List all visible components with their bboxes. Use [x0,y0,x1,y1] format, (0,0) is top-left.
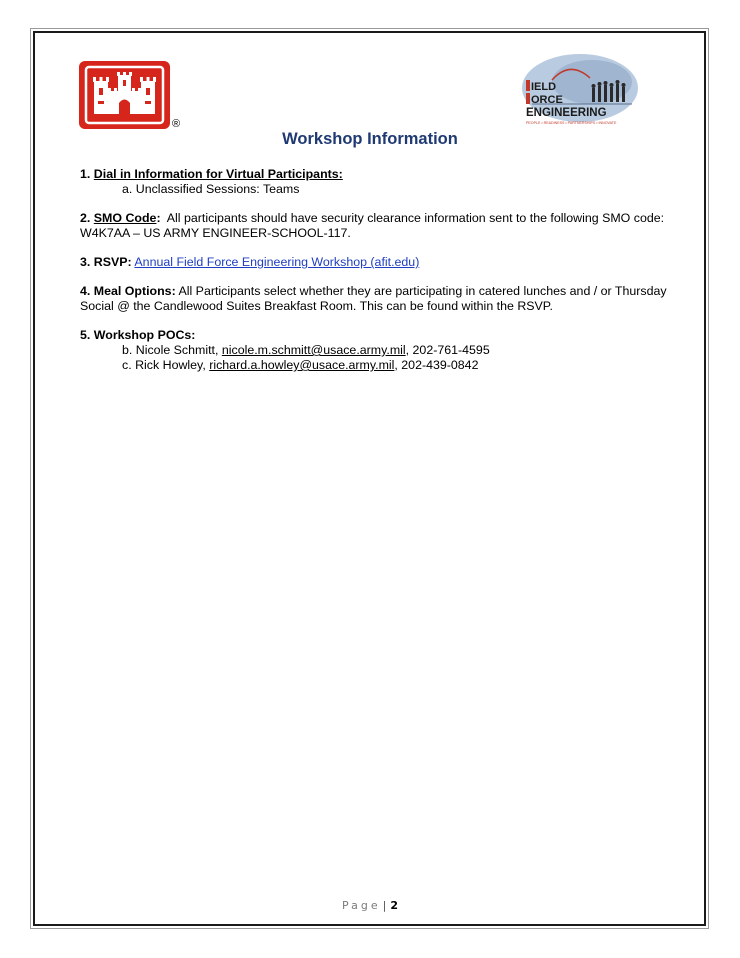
poc-contact [80,343,670,358]
section-meal-options [80,284,670,314]
registered-mark: ® [172,118,181,130]
rsvp-label: 3. RSVP: [80,255,132,269]
section-dial-in [80,167,670,197]
page-number: 2 [390,899,398,912]
smo-text: All participants should have security clearance information sent to the following SMO code: W4K7AA – US ARMY ENGINEER-SCHOOL-117. [80,211,671,240]
poc-name: c. Rick Howley, [122,358,210,372]
dial-in-item: a. Unclassified Sessions: Teams [122,182,300,196]
usace-castle-logo [79,61,170,129]
page-border [33,31,706,926]
dial-in-number: 1. [80,167,91,181]
smo-heading: SMO Code [93,211,157,225]
ffe-logo-line1: IELD [531,81,557,93]
poc-email-link[interactable]: nicole.m.schmitt@usace.army.mil [221,343,406,357]
ffe-logo-tagline: PEOPLE • READINESS • PARTNERSHIPS • INNOVATE [526,121,617,125]
footer-page-word: Page [341,899,381,912]
poc-name: b. Nicole Schmitt, [122,343,222,357]
page-title: Workshop Information [282,130,458,148]
section-workshop-pocs [80,328,670,373]
poc-phone: , 202-439-0842 [394,358,479,372]
ffe-logo-line3: ENGINEERING [526,107,607,119]
document-body [80,167,670,387]
poc-phone: , 202-761-4595 [405,343,490,357]
smo-colon: : [156,211,161,225]
section-smo-code [80,211,670,241]
pocs-label: 5. Workshop POCs: [80,328,196,342]
meal-label: 4. Meal Options: [80,284,176,298]
page-footer [0,899,740,912]
smo-number: 2. [80,211,91,225]
rsvp-link[interactable]: Annual Field Force Engineering Workshop (afit.edu) [134,255,420,269]
field-force-engineering-logo [512,52,638,132]
ffe-logo-line2: ORCE [531,94,563,106]
poc-email-link[interactable]: richard.a.howley@usace.army.mil [209,358,395,372]
footer-separator: | [382,899,387,912]
poc-contact [80,358,670,373]
meal-text: All Participants select whether they are participating in catered lunches and / or Thursday Social @ the Candlewood Suites Breakfast Room. This can be found within the RSVP. [80,284,667,313]
section-rsvp [80,255,670,270]
dial-in-heading: Dial in Information for Virtual Participants: [93,167,343,181]
